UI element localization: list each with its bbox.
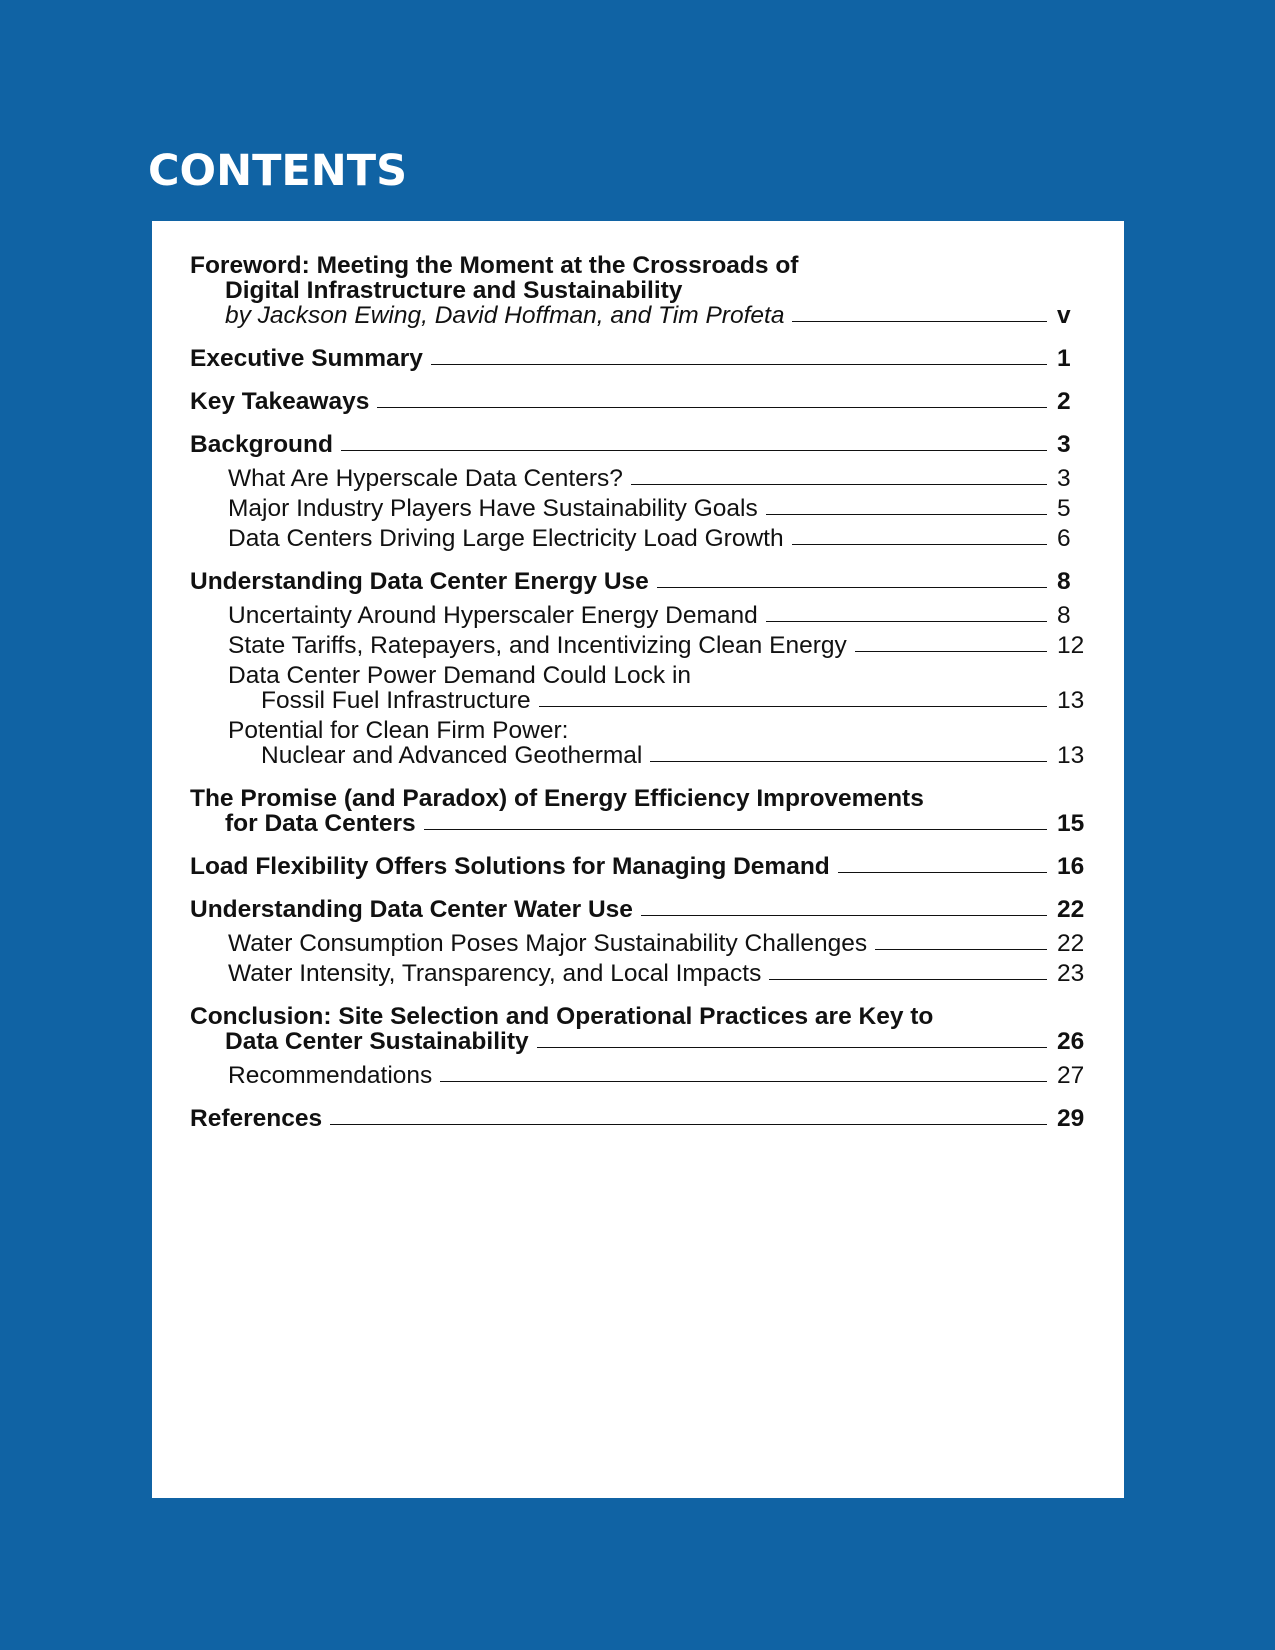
toc-entry-title: Digital Infrastructure and Sustainability	[225, 277, 683, 304]
toc-leader-line	[440, 1081, 1047, 1082]
toc-leader-line	[766, 514, 1047, 515]
toc-page-number: 13	[1057, 687, 1085, 714]
toc-entry-uncertainty[interactable]	[190, 603, 1087, 628]
toc-page-number: 23	[1057, 960, 1085, 987]
toc-leader-line	[838, 872, 1047, 873]
toc-page-number: 1	[1057, 345, 1071, 372]
toc-leader-line	[377, 407, 1047, 408]
toc-entry-title: Data Centers Driving Large Electricity Load Growth	[228, 525, 784, 552]
toc-entry-title: Background	[190, 431, 333, 458]
toc-entry-recommendations[interactable]	[190, 1063, 1087, 1088]
toc-leader-line	[657, 587, 1047, 588]
toc-entry-title: Data Center Power Demand Could Lock in	[228, 662, 692, 689]
toc-entry-conclusion[interactable]	[190, 1004, 1087, 1054]
page-title: CONTENTS	[148, 146, 408, 196]
toc-entry-executive-summary[interactable]	[190, 346, 1087, 371]
toc-entry-title: Key Takeaways	[190, 388, 370, 415]
toc-page-number: 26	[1057, 1028, 1085, 1055]
toc-page-number: 5	[1057, 495, 1071, 522]
toc-entry-industry-players[interactable]	[190, 496, 1087, 521]
toc-entry-title: Water Consumption Poses Major Sustainability Challenges	[228, 930, 868, 957]
toc-entry-title: What Are Hyperscale Data Centers?	[228, 465, 623, 492]
toc-leader-line	[537, 1047, 1047, 1048]
toc-leader-line	[424, 829, 1047, 830]
toc-leader-line	[650, 761, 1047, 762]
toc-page-number: 2	[1057, 388, 1071, 415]
toc-page-number: 3	[1057, 431, 1071, 458]
toc-leader-line	[631, 484, 1047, 485]
toc-leader-line	[792, 321, 1047, 322]
toc-entry-title: Major Industry Players Have Sustainability Goals	[228, 495, 758, 522]
toc-page-number: 27	[1057, 1062, 1085, 1089]
toc-entry-hyperscale[interactable]	[190, 466, 1087, 491]
toc-leader-line	[341, 450, 1047, 451]
toc-entry-title: Potential for Clean Firm Power:	[228, 717, 569, 744]
toc-page-number: 6	[1057, 525, 1071, 552]
toc-leader-line	[641, 915, 1047, 916]
toc-page-number: 8	[1057, 602, 1071, 629]
toc-page-number: 22	[1057, 896, 1085, 923]
toc-entry-title: Executive Summary	[190, 345, 423, 372]
toc-entry-clean-firm[interactable]	[190, 718, 1087, 768]
toc-entry-background[interactable]	[190, 432, 1087, 457]
contents-panel	[152, 221, 1124, 1498]
toc-entry-title: Conclusion: Site Selection and Operational Practices are Key to	[190, 1003, 934, 1030]
toc-entry-title: Load Flexibility Offers Solutions for Managing Demand	[190, 853, 830, 880]
toc-entry-author: by Jackson Ewing, David Hoffman, and Tim Profeta	[225, 302, 785, 329]
table-of-contents	[190, 253, 1087, 1131]
toc-entry-water-use[interactable]	[190, 897, 1087, 922]
toc-entry-title: State Tariffs, Ratepayers, and Incentivizing Clean Energy	[228, 632, 847, 659]
toc-page-number: 29	[1057, 1105, 1085, 1132]
toc-entry-title: References	[190, 1105, 323, 1132]
toc-leader-line	[431, 364, 1047, 365]
toc-entry-title: Uncertainty Around Hyperscaler Energy Demand	[228, 602, 758, 629]
toc-page-number: 3	[1057, 465, 1071, 492]
toc-entry-title: Recommendations	[228, 1062, 433, 1089]
toc-leader-line	[330, 1124, 1047, 1125]
toc-entry-load-flexibility[interactable]	[190, 854, 1087, 879]
toc-entry-state-tariffs[interactable]	[190, 633, 1087, 658]
toc-page-number: 8	[1057, 568, 1071, 595]
toc-entry-energy-use[interactable]	[190, 569, 1087, 594]
toc-leader-line	[855, 651, 1047, 652]
toc-entry-title: Water Intensity, Transparency, and Local Impacts	[228, 960, 762, 987]
toc-entry-key-takeaways[interactable]	[190, 389, 1087, 414]
toc-entry-lock-in[interactable]	[190, 663, 1087, 713]
toc-entry-load-growth[interactable]	[190, 526, 1087, 551]
toc-entry-water-intensity[interactable]	[190, 961, 1087, 986]
toc-leader-line	[539, 706, 1047, 707]
toc-page-number: 13	[1057, 742, 1085, 769]
toc-entry-title: Foreword: Meeting the Moment at the Crossroads of	[190, 252, 799, 279]
toc-entry-water-consumption[interactable]	[190, 931, 1087, 956]
toc-entry-efficiency[interactable]	[190, 786, 1087, 836]
toc-entry-title: Understanding Data Center Water Use	[190, 896, 633, 923]
toc-leader-line	[766, 621, 1047, 622]
toc-page-number: 12	[1057, 632, 1085, 659]
toc-page-number: 22	[1057, 930, 1085, 957]
toc-entry-title: The Promise (and Paradox) of Energy Efficiency Improvements	[190, 785, 924, 812]
toc-entry-title: Data Center Sustainability	[225, 1028, 529, 1055]
toc-entry-references[interactable]	[190, 1106, 1087, 1131]
toc-leader-line	[769, 979, 1047, 980]
toc-entry-title: Fossil Fuel Infrastructure	[261, 687, 531, 714]
toc-page-number: v	[1057, 302, 1071, 329]
toc-entry-title: for Data Centers	[225, 810, 416, 837]
toc-entry-foreword[interactable]	[190, 253, 1087, 328]
toc-leader-line	[792, 544, 1047, 545]
toc-page-number: 16	[1057, 853, 1085, 880]
toc-page-number: 15	[1057, 810, 1085, 837]
toc-leader-line	[875, 949, 1047, 950]
toc-entry-title: Understanding Data Center Energy Use	[190, 568, 649, 595]
toc-entry-title: Nuclear and Advanced Geothermal	[261, 742, 643, 769]
